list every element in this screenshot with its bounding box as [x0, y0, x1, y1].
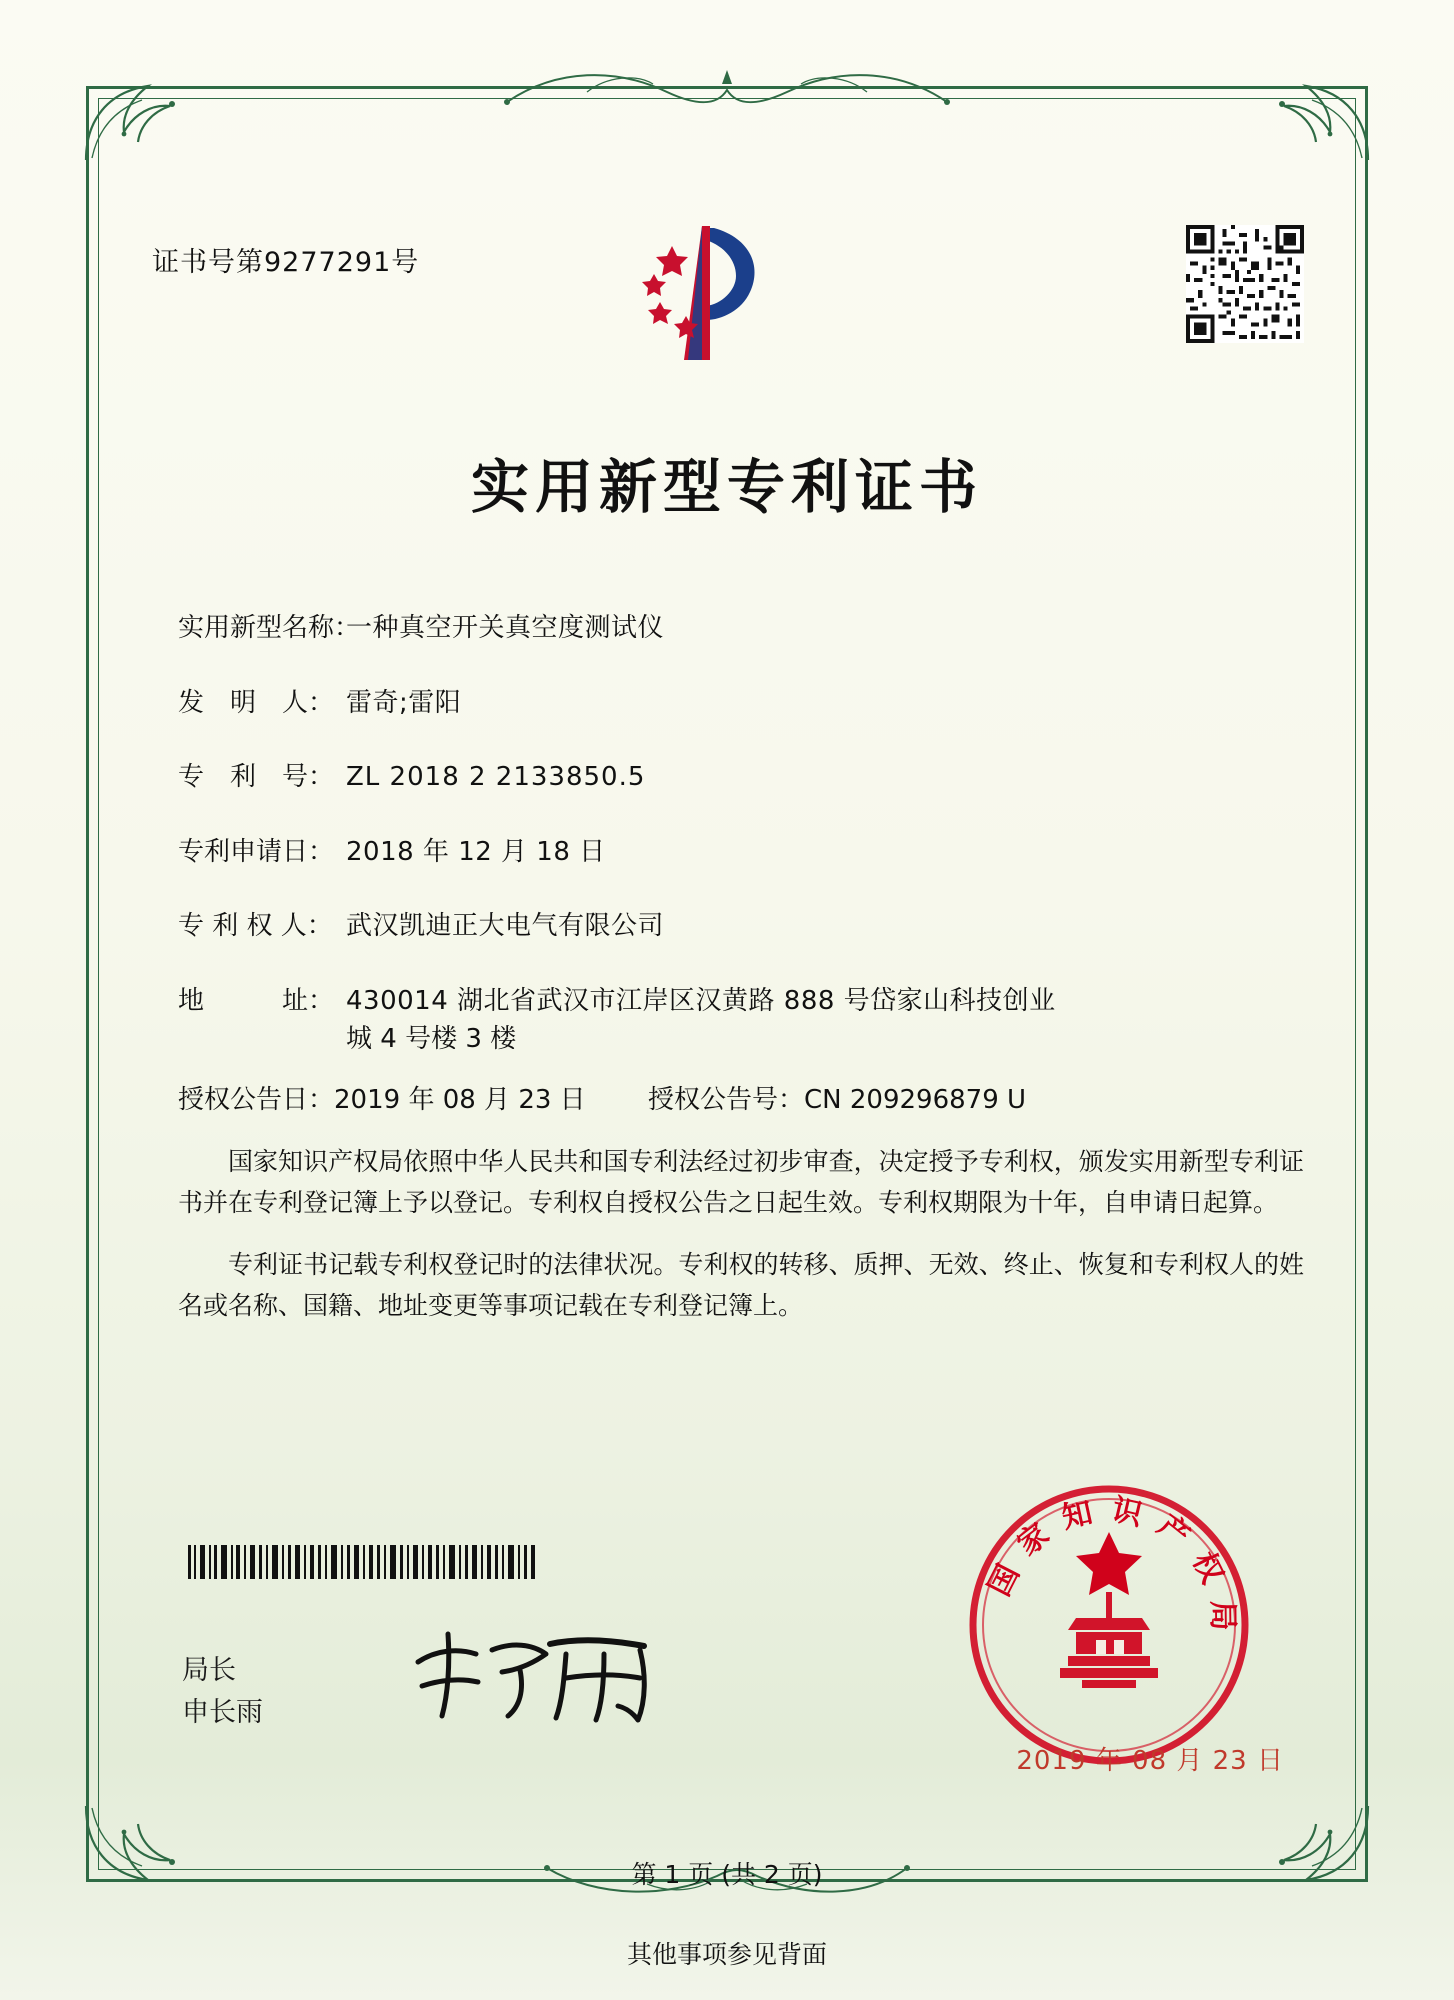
grant-number-label: 授权公告号：	[648, 1084, 805, 1115]
field-value: 雷奇;雷阳	[346, 687, 462, 718]
signature-block	[182, 1650, 263, 1734]
field-list	[178, 612, 1304, 1326]
paragraph-1: 国家知识产权局依照中华人民共和国专利法经过初步审查，决定授予专利权，颁发实用新型专利证书并在专利登记簿上予以登记。专利权自授权公告之日起生效。专利权期限为十年，自申请日起算。	[178, 1147, 1304, 1217]
field-label: 实用新型名称：	[178, 613, 361, 643]
field-row-filing-date	[178, 836, 1304, 869]
field-row-inventor	[178, 687, 1304, 720]
grant-date-label: 授权公告日：	[178, 1084, 335, 1115]
field-value: 一种真空开关真空度测试仪	[346, 613, 665, 643]
corner-ornament-icon	[1256, 70, 1376, 166]
director-name: 申长雨	[182, 1696, 263, 1728]
field-label: 专 利 号：	[178, 762, 335, 792]
corner-ornament-icon	[78, 70, 198, 166]
field-row-patent-number	[178, 761, 1304, 794]
top-vine-ornament-icon	[467, 62, 987, 114]
barcode	[188, 1545, 538, 1579]
grant-number-value: CN 209296879 U	[804, 1084, 1027, 1115]
field-value: 武汉凯迪正大电气有限公司	[346, 911, 665, 941]
footnote: 其他事项参见背面	[626, 1940, 827, 1969]
field-row-patentee	[178, 910, 1304, 943]
page-number: 第 1 页 (共 2 页)	[631, 1860, 823, 1889]
cnipa-logo-icon	[610, 220, 800, 365]
grant-date-group	[178, 1084, 648, 1117]
field-row-name	[178, 612, 1304, 645]
field-row-address	[178, 985, 1304, 1056]
address-line-1: 430014 湖北省武汉市江岸区汉黄路 888 号岱家山科技创业	[346, 985, 1056, 1016]
field-label: 专利申请日：	[178, 836, 335, 867]
field-label: 地 址：	[178, 985, 335, 1016]
official-seal	[964, 1480, 1254, 1770]
certificate-number: 证书号第9277291号	[152, 247, 420, 278]
field-value: 2018 年 12 月 18 日	[346, 836, 606, 867]
grant-row	[178, 1084, 1304, 1117]
qr-code	[1186, 225, 1304, 343]
handwritten-signature	[400, 1620, 700, 1730]
director-title: 局长	[182, 1655, 236, 1686]
seal-date: 2019 年 08 月 23 日	[1016, 1746, 1284, 1776]
address-line-2: 城 4 号楼 3 楼	[346, 1024, 517, 1054]
field-label: 发 明 人：	[178, 687, 335, 718]
field-label: 专 利 权 人：	[178, 911, 333, 941]
svg-text:国家知识产权局: 国家知识产权局	[981, 1492, 1241, 1647]
grant-date-value: 2019 年 08 月 23 日	[334, 1084, 586, 1115]
grant-number-group	[648, 1084, 1304, 1117]
page-title: 实用新型专利证书	[470, 453, 983, 521]
field-value: ZL 2018 2 2133850.5	[346, 762, 646, 792]
paragraph-2: 专利证书记载专利权登记时的法律状况。专利权的转移、质押、无效、终止、恢复和专利权人的姓名或名称、国籍、地址变更等事项记载在专利登记簿上。	[178, 1250, 1304, 1320]
